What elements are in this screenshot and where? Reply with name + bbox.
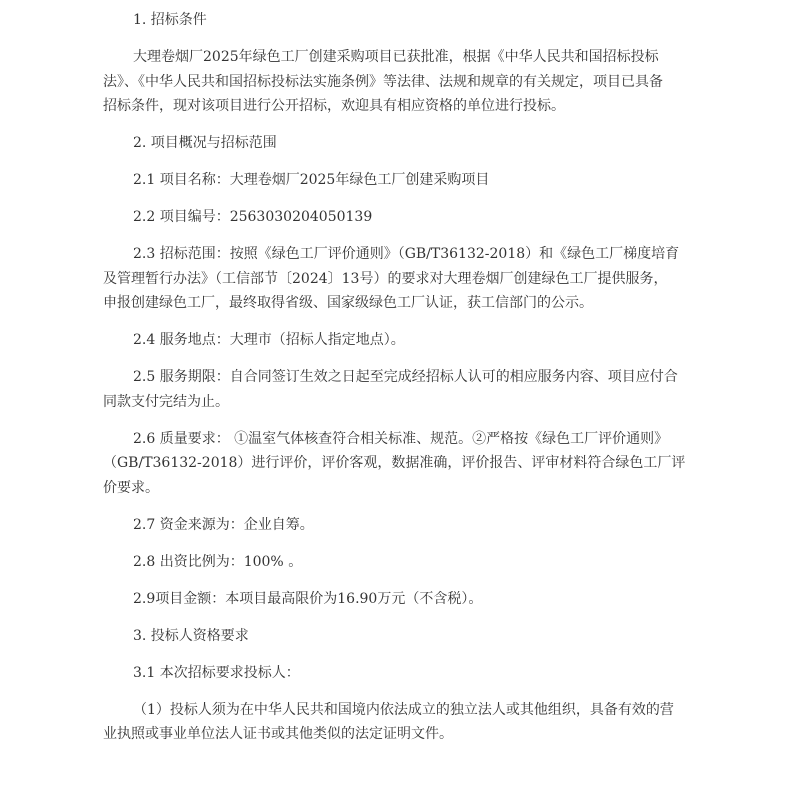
- text-line: 及管理暂行办法》（工信部节〔2024〕13号）的要求对大理卷烟厂创建绿色工厂提供服务，: [103, 270, 668, 287]
- text-line: 大理卷烟厂2025年绿色工厂创建采购项目已获批准，根据《中华人民共和国招标投标: [133, 49, 659, 65]
- text-line: 法》、《中华人民共和国招标投标法实施条例》等法律、法规和规章的有关规定，项目已具备: [103, 73, 663, 90]
- paragraph: [103, 168, 703, 193]
- text-line: 申报创建绿色工厂，最终取得省级、国家级绿色工厂认证，获工信部门的公示。: [103, 295, 593, 311]
- text-line: 1. 招标条件: [133, 12, 207, 28]
- text-line: 业执照或事业单位法人证书或其他类似的法定证明文件。: [103, 726, 453, 742]
- paragraph: [103, 661, 703, 686]
- text-line: 2.8 出资比例为：100% 。: [133, 553, 303, 570]
- document-body: [103, 8, 703, 759]
- text-line: （1）投标人须为在中华人民共和国境内依法成立的独立法人或其他组织，具备有效的营: [133, 701, 674, 718]
- text-line: 同款支付完结为止。: [103, 393, 229, 410]
- text-line: 2.1 项目名称：大理卷烟厂2025年绿色工厂创建采购项目: [133, 172, 490, 188]
- paragraph: [103, 205, 703, 230]
- paragraph: [103, 624, 703, 649]
- text-line: 价要求。: [103, 479, 159, 496]
- text-line: 2.6 质量要求： ①温室气体核查符合相关标准、规范。②严格按《绿色工厂评价通则》: [133, 430, 669, 447]
- text-line: 2. 项目概况与招标范围: [133, 135, 277, 151]
- text-line: 3. 投标人资格要求: [133, 627, 249, 644]
- paragraph: [103, 513, 703, 538]
- paragraph: [103, 698, 703, 747]
- text-line: 2.9项目金额：本项目最高限价为16.90万元（不含税）。: [133, 590, 483, 607]
- paragraph: [103, 131, 703, 156]
- paragraph: [103, 242, 703, 316]
- text-line: （GB/T36132-2018）进行评价，评价客观，数据准确，评价报告、评审材料符合绿色工厂评: [103, 455, 686, 471]
- text-line: 2.7 资金来源为：企业自筹。: [133, 516, 314, 533]
- text-line: 2.3 招标范围：按照《绿色工厂评价通则》（GB/T36132-2018）和《绿色工厂梯度培育: [133, 246, 680, 262]
- text-line: 招标条件，现对该项目进行公开招标，欢迎具有相应资格的单位进行投标。: [103, 98, 565, 114]
- paragraph: [103, 365, 703, 414]
- paragraph: [103, 8, 703, 33]
- text-line: 2.4 服务地点：大理市（招标人指定地点）。: [133, 332, 405, 348]
- text-line: 3.1 本次招标要求投标人：: [133, 664, 300, 681]
- paragraph: [103, 587, 703, 612]
- paragraph: [103, 427, 703, 501]
- text-line: 2.5 服务期限：自合同签订生效之日起至完成经招标人认可的相应服务内容、项目应付合: [133, 369, 678, 385]
- paragraph: [103, 45, 703, 119]
- paragraph: [103, 328, 703, 353]
- paragraph: [103, 550, 703, 575]
- text-line: 2.2 项目编号：2563030204050139: [133, 209, 373, 225]
